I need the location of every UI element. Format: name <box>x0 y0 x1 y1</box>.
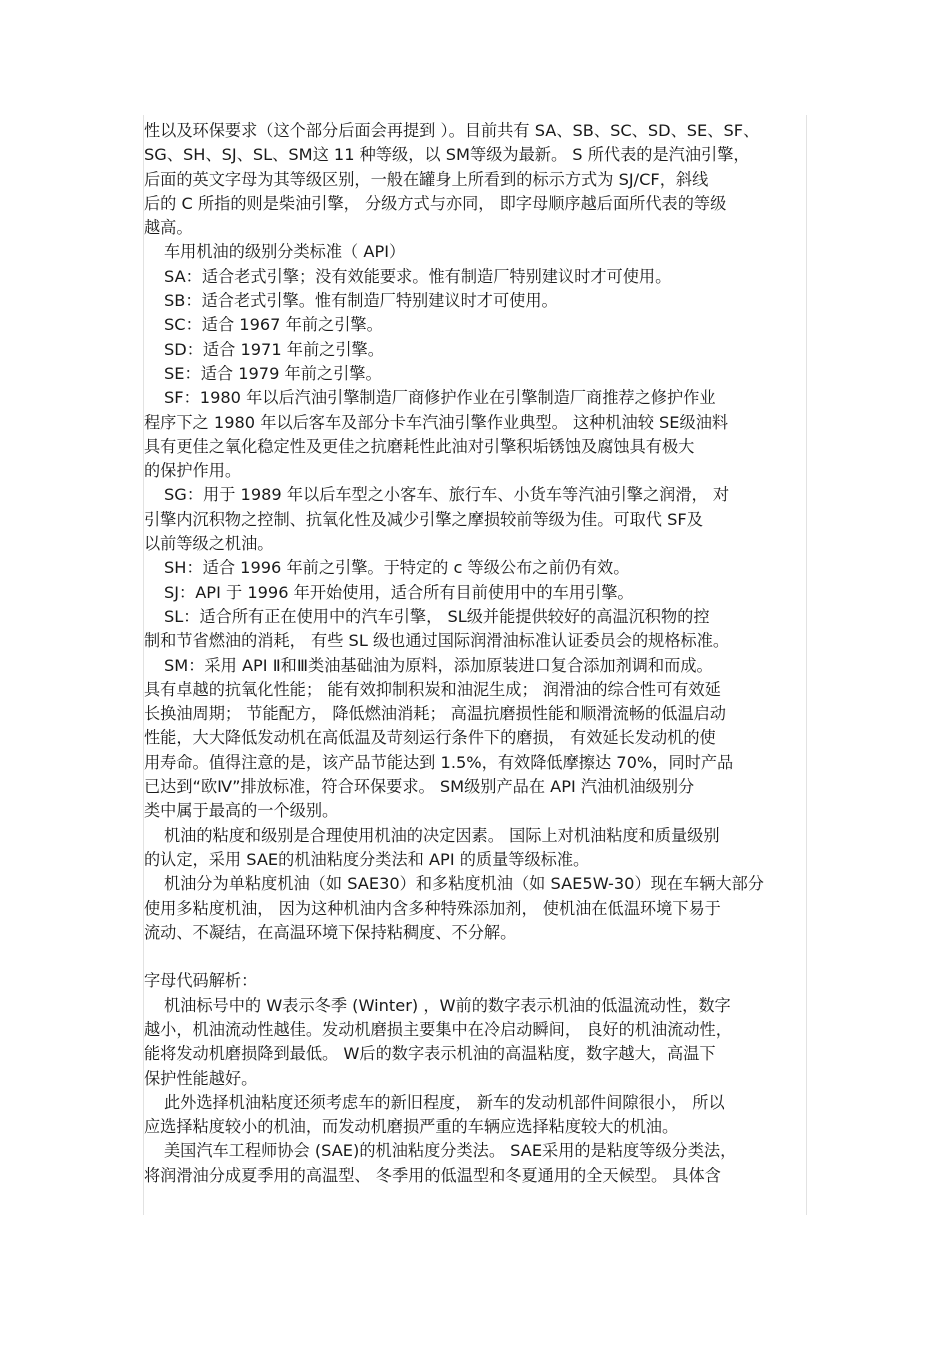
text-line: 具有卓越的抗氧化性能； 能有效抑制积炭和油泥生成； 润滑油的综合性可有效延 <box>144 679 721 699</box>
text-line: 性能，大大降低发动机在高低温及苛刻运行条件下的磨损， 有效延长发动机的使 <box>144 728 716 748</box>
document-body <box>144 119 808 1188</box>
text-line: SG、SH、SJ、SL、SM这 11 种等级，以 SM等级为最新。 S 所代表的是汽油引擎， <box>144 145 750 165</box>
text-line: 的认定，采用 SAE的机油粘度分类法和 API 的质量等级标准。 <box>144 849 590 869</box>
text-line: SG：用于 1989 年以后车型之小客车、旅行车、小货车等汽油引擎之润滑， 对 <box>164 485 730 505</box>
text-line: 越高。 <box>144 218 193 238</box>
text-line: SA：适合老式引擎；没有效能要求。惟有制造厂特别建议时才可使用。 <box>164 266 672 286</box>
text-line: SF：1980 年以后汽油引擎制造厂商修护作业在引擎制造厂商推荐之修护作业 <box>164 388 716 408</box>
text-line: 机油的粘度和级别是合理使用机油的决定因素。 国际上对机油粘度和质量级别 <box>164 825 720 845</box>
text-line: 越小，机油流动性越佳。发动机磨损主要集中在冷启动瞬间， 良好的机油流动性， <box>144 1019 732 1039</box>
text-line: 具有更佳之氧化稳定性及更佳之抗磨耗性此油对引擎积垢锈蚀及腐蚀具有极大 <box>144 436 695 456</box>
text-line: 后面的英文字母为其等级区别，一般在罐身上所看到的标示方式为 SJ/CF，斜线 <box>144 169 709 189</box>
text-line: 以前等级之机油。 <box>144 534 274 554</box>
text-line: SJ：API 于 1996 年开始使用，适合所有目前使用中的车用引擎。 <box>164 582 634 602</box>
text-line: 车用机油的级别分类标准（ API） <box>164 242 406 262</box>
text-line: 制和节省燃油的消耗， 有些 SL 级也通过国际润滑油标准认证委员会的规格标准。 <box>144 631 730 651</box>
text-line: 应选择粘度较小的机油，而发动机磨损严重的车辆应选择粘度较大的机油。 <box>144 1117 679 1137</box>
text-line: 美国汽车工程师协会 (SAE)的机油粘度分类法。 SAE采用的是粘度等级分类法， <box>164 1141 737 1161</box>
text-line: 流动、不凝结，在高温环境下保持粘稠度、不分解。 <box>144 922 517 942</box>
text-line: 长换油周期； 节能配方， 降低燃油消耗； 高温抗磨损性能和顺滑流畅的低温启动 <box>144 704 726 724</box>
text-line: 能将发动机磨损降到最低。 W后的数字表示机油的高温粘度，数字越大，高温下 <box>144 1044 716 1064</box>
text-line: 字母代码解析： <box>144 971 258 991</box>
text-line: 程序下之 1980 年以后客车及部分卡车汽油引擎作业典型。 这种机油较 SE级油料 <box>144 412 729 432</box>
text-line: 用寿命。值得注意的是，该产品节能达到 1.5%，有效降低摩擦达 70%，同时产品 <box>144 752 734 772</box>
text-line: 保护性能越好。 <box>144 1068 258 1088</box>
text-line: SM：采用 API Ⅱ和Ⅲ类油基础油为原料，添加原装进口复合添加剂调和而成。 <box>164 655 713 675</box>
text-line: 机油标号中的 W表示冬季 (Winter) ，W前的数字表示机油的低温流动性，数字 <box>164 995 731 1015</box>
text-line: SE：适合 1979 年前之引擎。 <box>164 363 382 383</box>
text-line: SB：适合老式引擎。惟有制造厂特别建议时才可使用。 <box>164 291 558 311</box>
blank-line <box>144 945 808 969</box>
text-line: 使用多粘度机油， 因为这种机油内含多种特殊添加剂， 使机油在低温环境下易于 <box>144 898 721 918</box>
document-page <box>143 115 807 1215</box>
text-line: 性以及环保要求（这个部分后面会再提到 ）。目前共有 SA、SB、SC、SD、SE、SF、 <box>144 121 760 140</box>
text-line: 此外选择机油粘度还须考虑车的新旧程度， 新车的发动机部件间隙很小， 所以 <box>164 1092 725 1112</box>
text-line: 的保护作用。 <box>144 461 242 481</box>
text-line: 已达到“欧Ⅳ”排放标准，符合环保要求。 SM级别产品在 API 汽油机油级别分 <box>144 777 695 797</box>
text-line: SL：适合所有正在使用中的汽车引擎， SL级并能提供较好的高温沉积物的控 <box>164 606 710 626</box>
text-line: 机油分为单粘度机油（如 SAE30）和多粘度机油（如 SAE5W-30）现在车辆大部分 <box>164 874 764 894</box>
text-line: SH：适合 1996 年前之引擎。于特定的 c 等级公布之前仍有效。 <box>164 558 630 578</box>
text-line: 引擎内沉积物之控制、抗氧化性及减少引擎之摩损较前等级为佳。可取代 SF及 <box>144 509 703 529</box>
text-line: SC：适合 1967 年前之引擎。 <box>164 315 383 335</box>
text-line: SD：适合 1971 年前之引擎。 <box>164 339 384 359</box>
text-line: 将润滑油分成夏季用的高温型、 冬季用的低温型和冬夏通用的全天候型。 具体含 <box>144 1165 721 1185</box>
text-line: 类中属于最高的一个级别。 <box>144 801 339 821</box>
text-line: 后的 C 所指的则是柴油引擎， 分级方式与亦同， 即字母顺序越后面所代表的等级 <box>144 193 727 213</box>
